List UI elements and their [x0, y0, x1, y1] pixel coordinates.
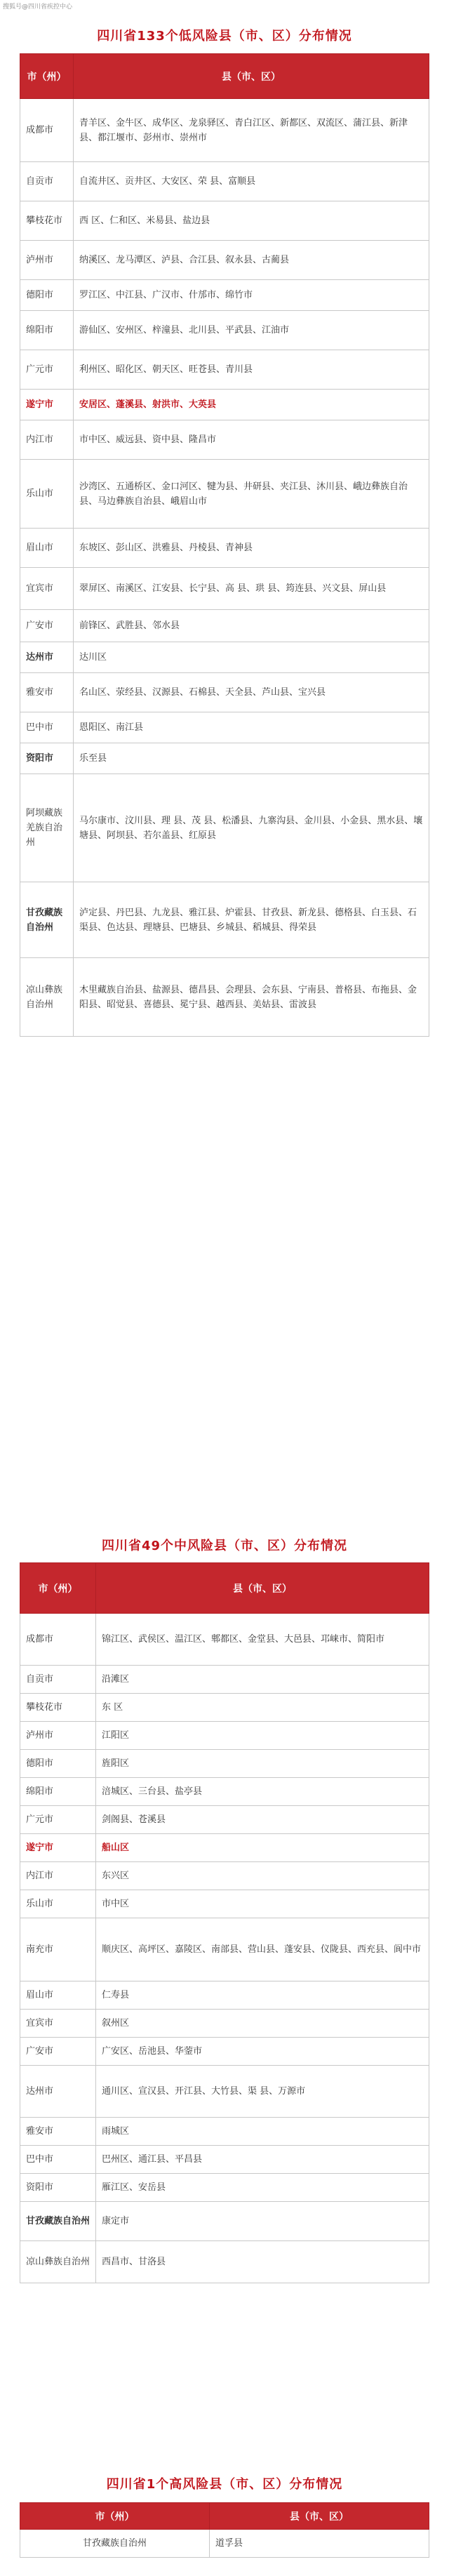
medium-risk-counties-cell: 仁寿县: [96, 1981, 429, 2010]
low-risk-table-row: [20, 568, 429, 610]
medium-risk-counties-cell: 涪城区、三台县、盐亭县: [96, 1778, 429, 1806]
low-risk-section: [20, 20, 429, 1037]
low-risk-city-cell: 乐山市: [20, 460, 74, 529]
medium-risk-table-row: [20, 2066, 429, 2118]
low-risk-city-cell: 德阳市: [20, 280, 74, 311]
medium-risk-city-cell: 甘孜藏族自治州: [20, 2202, 96, 2241]
low-risk-table-row: [20, 529, 429, 568]
low-risk-counties-cell: 达川区: [74, 642, 429, 673]
low-risk-table-row: [20, 882, 429, 958]
medium-risk-counties-cell: 顺庆区、高坪区、嘉陵区、南部县、营山县、蓬安县、仪陇县、西充县、阆中市: [96, 1918, 429, 1981]
low-risk-counties-cell: 木里藏族自治县、盐源县、德昌县、会理县、会东县、宁南县、普格县、布拖县、金阳县、昭觉县、喜德县、冕宁县、越西县、美姑县、雷波县: [74, 958, 429, 1037]
medium-risk-city-cell: 广元市: [20, 1806, 96, 1834]
low-risk-table-row: [20, 712, 429, 743]
medium-risk-table-row: [20, 2202, 429, 2241]
medium-risk-city-cell: 遂宁市: [20, 1834, 96, 1862]
low-risk-counties-cell: 乐至县: [74, 743, 429, 774]
low-risk-table-row: [20, 420, 429, 460]
low-risk-table-row: [20, 201, 429, 241]
medium-risk-city-cell: 巴中市: [20, 2146, 96, 2174]
medium-risk-city-cell: 绵阳市: [20, 1778, 96, 1806]
low-risk-counties-cell: 前锋区、武胜县、邻水县: [74, 610, 429, 642]
low-risk-counties-cell: 泸定县、丹巴县、九龙县、雅江县、炉霍县、甘孜县、新龙县、德格县、白玉县、石渠县、色达县、理塘县、巴塘县、乡城县、稻城县、得荣县: [74, 882, 429, 958]
medium-risk-counties-cell: 旌阳区: [96, 1750, 429, 1778]
medium-risk-counties-cell: 市中区: [96, 1890, 429, 1918]
high-risk-counties-cell: 道孚县: [210, 2530, 429, 2558]
medium-risk-title: 四川省49个中风险县（市、区）分布情况: [101, 1539, 348, 1553]
medium-risk-table-row: [20, 1918, 429, 1981]
medium-risk-table-row: [20, 1834, 429, 1862]
low-risk-counties-cell: 游仙区、安州区、梓潼县、北川县、平武县、江油市: [74, 311, 429, 350]
medium-risk-city-cell: 成都市: [20, 1614, 96, 1666]
medium-risk-city-cell: 乐山市: [20, 1890, 96, 1918]
low-risk-city-cell: 宜宾市: [20, 568, 74, 610]
low-risk-table-row: [20, 280, 429, 311]
high-risk-table: [20, 2502, 429, 2558]
low-risk-table: [20, 53, 429, 1037]
medium-risk-counties-cell: 东 区: [96, 1694, 429, 1722]
low-risk-city-cell: 阿坝藏族羌族自治州: [20, 774, 74, 882]
low-risk-city-cell: 眉山市: [20, 529, 74, 568]
medium-risk-city-cell: 广安市: [20, 2038, 96, 2066]
medium-risk-counties-cell: 广安区、岳池县、华蓥市: [96, 2038, 429, 2066]
high-risk-title: 四川省1个高风险县（市、区）分布情况: [106, 2477, 343, 2492]
low-risk-city-cell: 绵阳市: [20, 311, 74, 350]
medium-risk-table-row: [20, 1862, 429, 1890]
medium-risk-counties-cell: 康定市: [96, 2202, 429, 2241]
medium-risk-table-row: [20, 1666, 429, 1694]
high-risk-header-counties: 县（市、区）: [210, 2503, 429, 2530]
medium-risk-counties-cell: 锦江区、武侯区、温江区、郫都区、金堂县、大邑县、邛崃市、简阳市: [96, 1614, 429, 1666]
medium-risk-table-row: [20, 1806, 429, 1834]
low-risk-table-row: [20, 743, 429, 774]
medium-risk-city-cell: 德阳市: [20, 1750, 96, 1778]
low-risk-counties-cell: 名山区、荥经县、汉源县、石棉县、天全县、芦山县、宝兴县: [74, 673, 429, 712]
medium-risk-table-row: [20, 2038, 429, 2066]
low-risk-table-row: [20, 673, 429, 712]
low-risk-counties-cell: 自流井区、贡井区、大安区、荣 县、富顺县: [74, 162, 429, 201]
high-risk-header-city: 市（州）: [20, 2503, 210, 2530]
high-risk-section: [20, 2467, 429, 2558]
medium-risk-header-counties: 县（市、区）: [96, 1563, 429, 1614]
medium-risk-table-row: [20, 1981, 429, 2010]
medium-risk-counties-cell: 沿滩区: [96, 1666, 429, 1694]
low-risk-table-row: [20, 958, 429, 1037]
high-risk-city-cell: 甘孜藏族自治州: [20, 2530, 210, 2558]
low-risk-city-cell: 甘孜藏族自治州: [20, 882, 74, 958]
medium-risk-table-row: [20, 1778, 429, 1806]
medium-risk-city-cell: 资阳市: [20, 2174, 96, 2202]
low-risk-city-cell: 达州市: [20, 642, 74, 673]
low-risk-table-row: [20, 241, 429, 280]
low-risk-table-row: [20, 350, 429, 390]
low-risk-counties-cell: 安居区、蓬溪县、射洪市、大英县: [74, 390, 429, 420]
low-risk-counties-cell: 马尔康市、汶川县、理 县、茂 县、松潘县、九寨沟县、金川县、小金县、黑水县、壤塘县、阿坝县、若尔盖县、红原县: [74, 774, 429, 882]
low-risk-header-city: 市（州）: [20, 54, 74, 99]
medium-risk-table-row: [20, 1722, 429, 1750]
medium-risk-city-cell: 宜宾市: [20, 2010, 96, 2038]
low-risk-city-cell: 巴中市: [20, 712, 74, 743]
low-risk-counties-cell: 罗江区、中江县、广汉市、什邡市、绵竹市: [74, 280, 429, 311]
medium-risk-city-cell: 自贡市: [20, 1666, 96, 1694]
medium-risk-table-row: [20, 2118, 429, 2146]
medium-risk-table-row: [20, 1750, 429, 1778]
medium-risk-counties-cell: 通川区、宣汉县、开江县、大竹县、渠 县、万源市: [96, 2066, 429, 2118]
low-risk-city-cell: 攀枝花市: [20, 201, 74, 241]
medium-risk-table-row: [20, 1890, 429, 1918]
low-risk-table-row: [20, 610, 429, 642]
medium-risk-city-cell: 南充市: [20, 1918, 96, 1981]
low-risk-counties-cell: 恩阳区、南江县: [74, 712, 429, 743]
low-risk-title: 四川省133个低风险县（市、区）分布情况: [97, 29, 352, 44]
medium-risk-table-row: [20, 2010, 429, 2038]
medium-risk-counties-cell: 东兴区: [96, 1862, 429, 1890]
medium-risk-city-cell: 雅安市: [20, 2118, 96, 2146]
low-risk-counties-cell: 东坡区、彭山区、洪雅县、丹棱县、青神县: [74, 529, 429, 568]
medium-risk-table-row: [20, 1614, 429, 1666]
medium-risk-counties-cell: 巴州区、通江县、平昌县: [96, 2146, 429, 2174]
medium-risk-city-cell: 眉山市: [20, 1981, 96, 2010]
low-risk-table-row: [20, 311, 429, 350]
low-risk-table-row: [20, 460, 429, 529]
low-risk-city-cell: 凉山彝族自治州: [20, 958, 74, 1037]
low-risk-counties-cell: 市中区、威远县、资中县、隆昌市: [74, 420, 429, 460]
medium-risk-section: [20, 1530, 429, 2283]
high-risk-table-row: [20, 2530, 429, 2558]
low-risk-counties-cell: 纳溪区、龙马潭区、泸县、合江县、叙永县、古蔺县: [74, 241, 429, 280]
low-risk-city-cell: 遂宁市: [20, 390, 74, 420]
medium-risk-header-city: 市（州）: [20, 1563, 96, 1614]
low-risk-table-row: [20, 390, 429, 420]
medium-risk-city-cell: 凉山彝族自治州: [20, 2241, 96, 2283]
low-risk-city-cell: 雅安市: [20, 673, 74, 712]
low-risk-counties-cell: 西 区、仁和区、米易县、盐边县: [74, 201, 429, 241]
medium-risk-city-cell: 攀枝花市: [20, 1694, 96, 1722]
medium-risk-table: [20, 1562, 429, 2283]
low-risk-city-cell: 广安市: [20, 610, 74, 642]
low-risk-counties-cell: 沙湾区、五通桥区、金口河区、犍为县、井研县、夹江县、沐川县、峨边彝族自治县、马边彝族自治县、峨眉山市: [74, 460, 429, 529]
medium-risk-counties-cell: 江阳区: [96, 1722, 429, 1750]
watermark-text: 搜狐号@四川省疾控中心: [3, 4, 73, 11]
medium-risk-table-row: [20, 2241, 429, 2283]
medium-risk-city-cell: 内江市: [20, 1862, 96, 1890]
low-risk-table-row: [20, 774, 429, 882]
low-risk-table-row: [20, 99, 429, 162]
medium-risk-table-row: [20, 1694, 429, 1722]
low-risk-city-cell: 内江市: [20, 420, 74, 460]
medium-risk-table-row: [20, 2174, 429, 2202]
medium-risk-counties-cell: 雁江区、安岳县: [96, 2174, 429, 2202]
low-risk-table-row: [20, 162, 429, 201]
low-risk-counties-cell: 青羊区、金牛区、成华区、龙泉驿区、青白江区、新都区、双流区、蒲江县、新津县、都江堰市、彭州市、崇州市: [74, 99, 429, 162]
medium-risk-city-cell: 泸州市: [20, 1722, 96, 1750]
low-risk-city-cell: 泸州市: [20, 241, 74, 280]
medium-risk-counties-cell: 船山区: [96, 1834, 429, 1862]
medium-risk-counties-cell: 叙州区: [96, 2010, 429, 2038]
low-risk-table-row: [20, 642, 429, 673]
low-risk-counties-cell: 翠屏区、南溪区、江安县、长宁县、高 县、珙 县、筠连县、兴文县、屏山县: [74, 568, 429, 610]
low-risk-header-counties: 县（市、区）: [74, 54, 429, 99]
medium-risk-city-cell: 达州市: [20, 2066, 96, 2118]
low-risk-city-cell: 广元市: [20, 350, 74, 390]
low-risk-city-cell: 自贡市: [20, 162, 74, 201]
medium-risk-counties-cell: 剑阁县、苍溪县: [96, 1806, 429, 1834]
medium-risk-counties-cell: 雨城区: [96, 2118, 429, 2146]
medium-risk-table-row: [20, 2146, 429, 2174]
low-risk-counties-cell: 利州区、昭化区、朝天区、旺苍县、青川县: [74, 350, 429, 390]
medium-risk-counties-cell: 西昌市、甘洛县: [96, 2241, 429, 2283]
low-risk-city-cell: 成都市: [20, 99, 74, 162]
low-risk-city-cell: 资阳市: [20, 743, 74, 774]
